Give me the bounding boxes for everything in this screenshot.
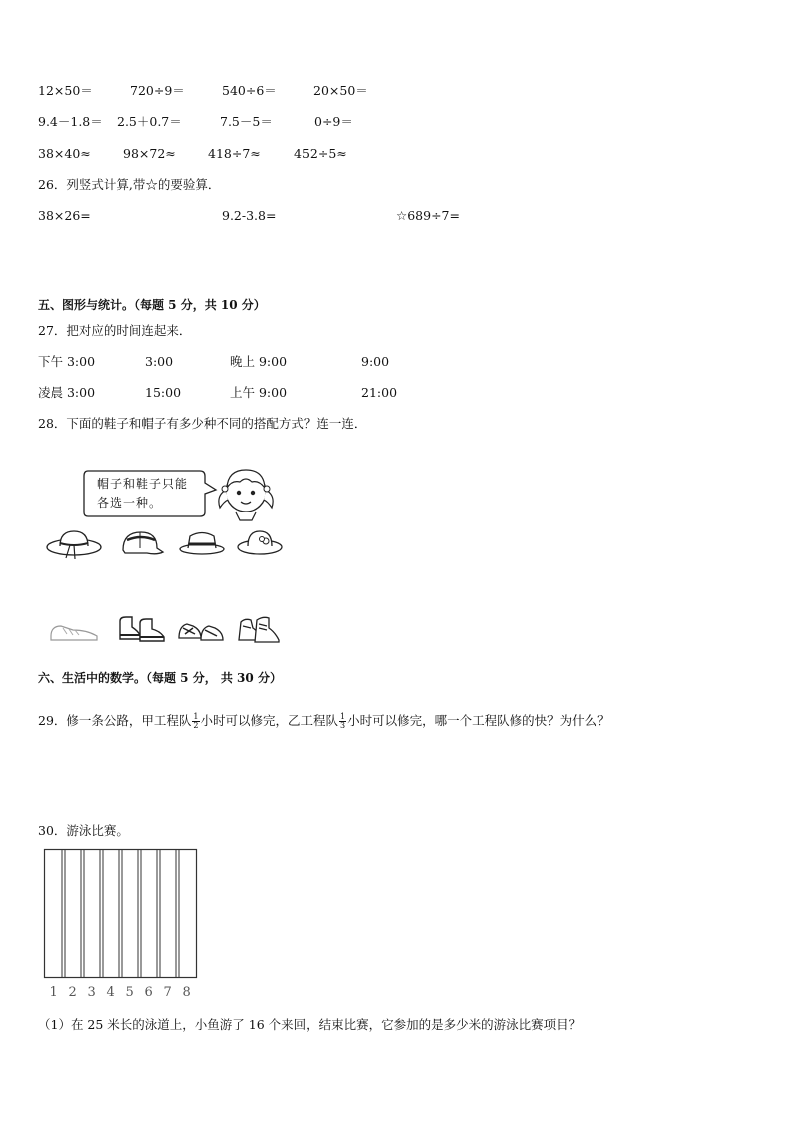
fraction-denominator: 3 [340, 721, 346, 730]
lane-number: 1 [49, 985, 58, 1000]
fraction-numerator: 1 [340, 712, 346, 721]
lane-number: 4 [106, 985, 115, 1000]
time-item: 上午 9:00 [230, 385, 288, 400]
question-30-sub-1: （1）在 25 米长的泳道上，小鱼游了 16 个来回，结束比赛，它参加的是多少米的游泳比赛项目？ [38, 1017, 582, 1032]
time-item: 晚上 9:00 [230, 354, 288, 369]
calc-item: 12×50＝ [38, 83, 93, 98]
calc-item: 7.5－5＝ [220, 114, 273, 129]
time-item: 15:00 [145, 385, 182, 400]
hightop-shoes-icon [235, 612, 281, 646]
question-28-title: 28．下面的鞋子和帽子有多少种不同的搭配方式？连一连． [38, 416, 367, 431]
question-29-suffix: 小时可以修完，哪一个工程队修的快？为什么？ [347, 713, 610, 728]
question-27-title: 27．把对应的时间连起来． [38, 323, 192, 338]
estimate-item: 452÷5≈ [294, 146, 347, 161]
fraction-third [339, 713, 346, 730]
question-30-title: 30．游泳比赛。 [38, 823, 129, 838]
hat-icon [44, 526, 104, 562]
time-item: 21:00 [361, 385, 398, 400]
fraction-denominator: 2 [193, 721, 199, 730]
fraction-half [192, 713, 199, 730]
lane-number: 7 [163, 985, 172, 1000]
bubble-text-line-2: 各选一种。 [97, 496, 163, 510]
swimming-pool-lanes [44, 849, 200, 981]
vertical-calc-item: ☆689÷7= [396, 208, 460, 223]
calc-item: 540÷6＝ [222, 83, 277, 98]
fraction-numerator: 1 [193, 712, 199, 721]
time-item: 9:00 [361, 354, 390, 369]
section-5-heading: 五、图形与统计。（每题 5 分，共 10 分） [38, 298, 266, 312]
vertical-calc-item: 38×26= [38, 208, 91, 223]
lane-number: 8 [182, 985, 191, 1000]
calc-item: 0÷9＝ [314, 114, 353, 129]
calc-item: 720÷9＝ [130, 83, 185, 98]
lane-number: 6 [144, 985, 153, 1000]
calc-item: 9.4－1.8＝ [38, 114, 103, 129]
question-29-prefix: 29．修一条公路，甲工程队 [38, 713, 192, 728]
estimate-item: 418÷7≈ [208, 146, 261, 161]
flower-hat-icon [236, 526, 284, 558]
lane-number: 2 [68, 985, 77, 1000]
girl-icon [212, 462, 282, 524]
lane-number: 5 [125, 985, 134, 1000]
sneaker-icon [47, 618, 103, 644]
fedora-hat-icon [177, 527, 227, 559]
bubble-text-line-1: 帽子和鞋子只能 [97, 477, 189, 491]
vertical-calc-item: 9.2-3.8= [222, 208, 277, 223]
cap-icon [117, 526, 167, 560]
time-item: 凌晨 3:00 [38, 385, 96, 400]
boots-icon [116, 613, 168, 645]
lane-number: 3 [87, 985, 96, 1000]
time-item: 3:00 [145, 354, 174, 369]
estimate-item: 98×72≈ [123, 146, 176, 161]
estimate-item: 38×40≈ [38, 146, 91, 161]
sandals-icon [175, 614, 227, 644]
section-6-heading: 六、生活中的数学。（每题 5 分， 共 30 分） [38, 671, 282, 685]
calc-item: 20×50＝ [313, 83, 368, 98]
question-29-text [38, 713, 610, 730]
question-29-middle: 小时可以修完，乙工程队 [200, 713, 339, 728]
time-item: 下午 3:00 [38, 354, 96, 369]
calc-item: 2.5＋0.7＝ [117, 114, 182, 129]
question-26-title: 26．列竖式计算,带☆的要验算． [38, 177, 221, 192]
